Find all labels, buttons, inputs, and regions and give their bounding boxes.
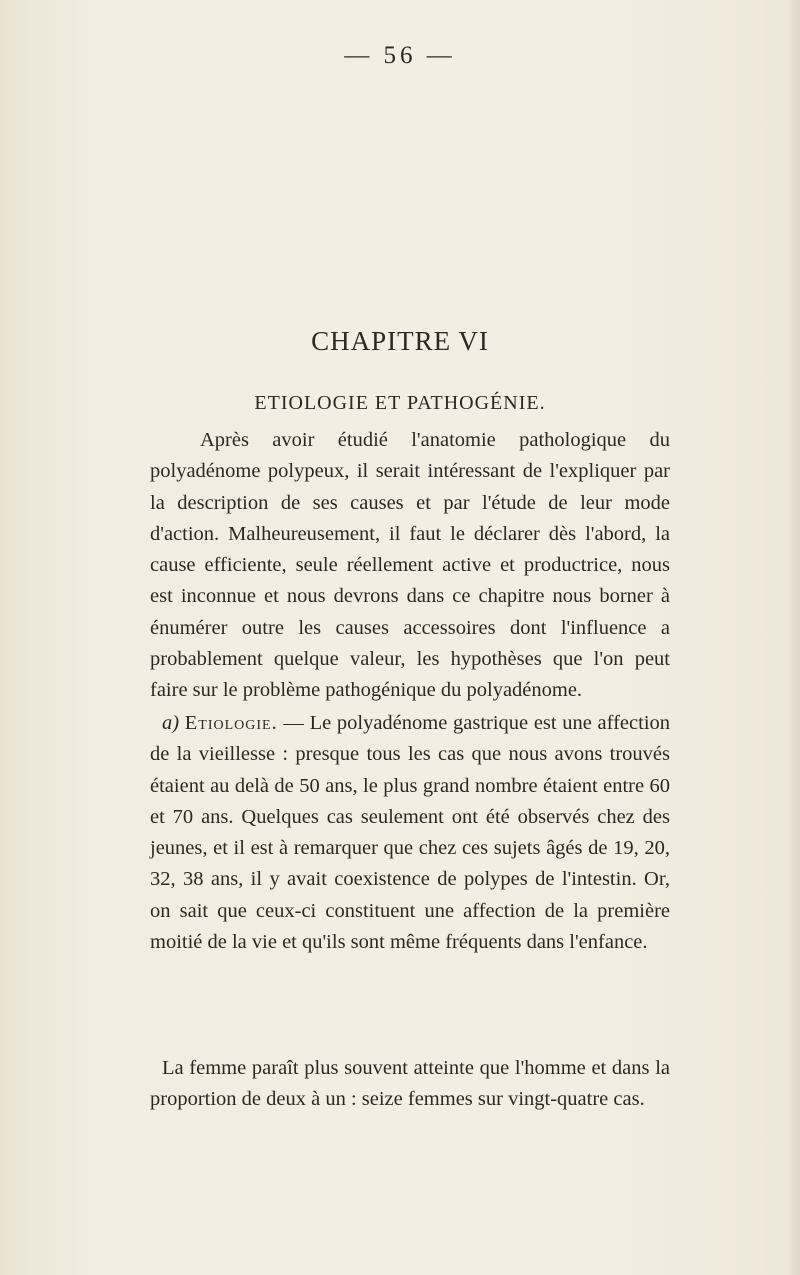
paragraph-etiologie-text: — Le polyadénome gastrique est une affection de la vieillesse : presque tous les cas que nous avons trouvés étaient au delà de 50 ans, le plus grand nombre étaient entre 60 et 70 ans. Quelques cas seulement ont été observés chez des jeunes, et il est à remarquer que chez ces sujets âgés de 19, 20, 32, 38 ans, il y avait coexistence de polypes de l'intestin. Or, on sait que ceux-ci constituent une affection de la première moitié de la vie et qu'ils sont même fréquents dans l'enfance. <box>150 712 671 954</box>
page-number: — 56 — <box>344 42 456 69</box>
page-edge-shadow <box>786 0 800 1275</box>
chapter-subtitle: ETIOLOGIE ET PATHOGÉNIE. <box>254 392 546 414</box>
paragraph-intro: Après avoir étudié l'anatomie pathologique du polyadénome polypeux, il serait intéressant de l'expliquer par la description de ses causes et par l'étude de leur mode d'action. Malheureusement, il faut le déclarer dès l'abord, la cause efficiente, seule réellement active et productrice, nous est inconnue et nous devrons dans ce chapitre nous borner à énumérer outre les causes accessoires dont l'influence a probablement quelque valeur, les hypothèses que l'on peut faire sur le problème pathogénique du polyadénome. <box>150 429 670 702</box>
chapter-title: CHAPITRE VI <box>311 326 489 356</box>
section-letter: a) <box>162 712 180 734</box>
section-heading: Etiologie. <box>184 712 278 734</box>
paragraph-sex-ratio: La femme paraît plus souvent atteinte que l'homme et dans la proportion de deux à un : seize femmes sur vingt-quatre cas. <box>150 1057 670 1111</box>
paragraph-etiologie <box>150 708 670 958</box>
